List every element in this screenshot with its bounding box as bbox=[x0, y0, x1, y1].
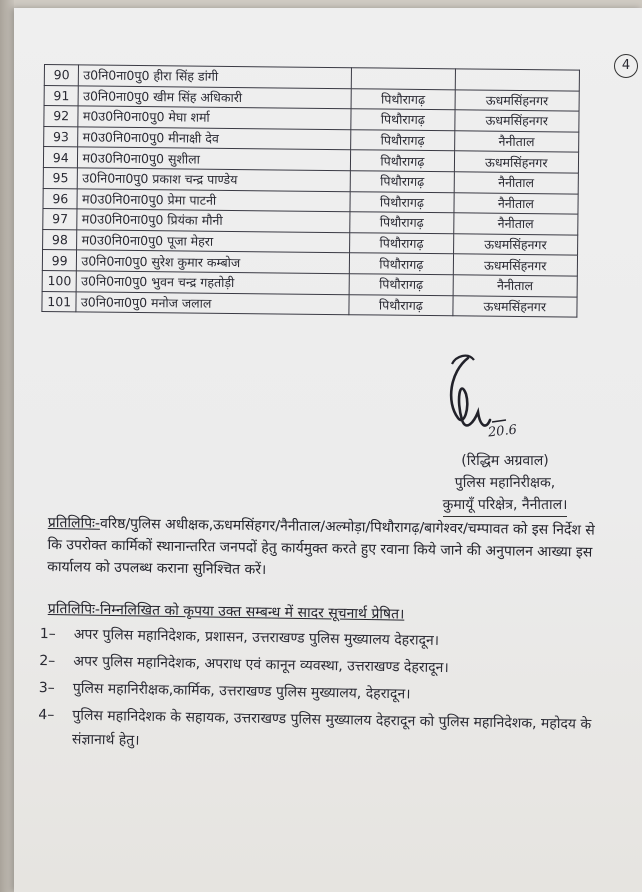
to-district-cell: ऊधमसिंहनगर bbox=[453, 295, 578, 317]
to-district-cell: नैनीताल bbox=[454, 131, 579, 153]
to-district-cell bbox=[455, 69, 580, 91]
to-district-cell: ऊधमसिंहनगर bbox=[454, 151, 579, 173]
from-district-cell bbox=[351, 68, 455, 90]
to-district-cell: नैनीताल bbox=[453, 213, 578, 235]
from-district-cell: पिथौरागढ़ bbox=[349, 294, 453, 316]
serial-number-cell: 98 bbox=[43, 229, 78, 250]
to-district-cell: नैनीताल bbox=[454, 192, 579, 214]
officer-name-cell: उ0नि0ना0पु0 भुवन चन्द्र गहतोड़ी bbox=[77, 271, 350, 294]
officer-name-cell: उ0नि0ना0पु0 खीम सिंह अधिकारी bbox=[79, 85, 352, 108]
list-item-number: 3– bbox=[38, 679, 55, 697]
list-item bbox=[38, 703, 609, 761]
to-district-cell: ऊधमसिंहनगर bbox=[454, 110, 579, 132]
officer-name-cell: उ0नि0ना0पु0 मनोज जलाल bbox=[76, 291, 349, 314]
distribution-list bbox=[38, 622, 610, 764]
signature-date: 20.6 bbox=[487, 422, 518, 441]
list-item-number: 4– bbox=[38, 706, 55, 724]
officer-name-cell: म0उ0नि0ना0पु0 सुशीला bbox=[78, 147, 351, 170]
officer-name-cell: म0उ0नि0ना0पु0 पूजा मेहरा bbox=[77, 230, 350, 253]
to-district-cell: नैनीताल bbox=[453, 275, 578, 297]
serial-number-cell: 100 bbox=[42, 270, 77, 291]
to-district-cell: ऊधमसिंहनगर bbox=[453, 254, 578, 276]
to-district-cell: नैनीताल bbox=[454, 172, 579, 194]
serial-number-cell: 97 bbox=[43, 209, 78, 230]
serial-number-cell: 96 bbox=[43, 188, 78, 209]
list-item-text: पुलिस महानिदेशक के सहायक, उत्तराखण्ड पुलिस मुख्यालय देहरादून को पुलिस महानिदेशक, महोदय के संज्ञानार्थ हेतु। bbox=[71, 707, 592, 749]
serial-number-cell: 99 bbox=[42, 250, 77, 271]
officer-name-cell: म0उ0नि0ना0पु0 मेघा शर्मा bbox=[78, 106, 351, 129]
signatory-name: (रिद्धिम अग्रवाल) bbox=[461, 453, 549, 469]
officer-name-cell: म0उ0नि0ना0पु0 प्रेमा पाटनी bbox=[77, 188, 350, 211]
copy1-body: वरिष्ठ/पुलिस अधीक्षक,ऊधमसिंहगर/नैनीताल/अल्मोड़ा/पिथौरागढ़/बागेश्वर/चम्पावत को इस निर्देश से कि उपरोक्त कार्मिकों स्थानान्तरित जनपदों हेतु कार्यमुक्त करते हुए रवाना किये जाने की अनुपालन आख्या इस कार्यालय को उपलब्ध कराना सुनिश्चित करें। bbox=[47, 515, 595, 579]
transfer-table bbox=[41, 64, 580, 318]
page-number-badge: 4 bbox=[614, 54, 638, 78]
serial-number-cell: 95 bbox=[43, 167, 78, 188]
from-district-cell: पिथौरागढ़ bbox=[351, 109, 455, 131]
from-district-cell: पिथौरागढ़ bbox=[351, 150, 455, 172]
from-district-cell: पिथौरागढ़ bbox=[350, 171, 454, 193]
copy1-label: प्रतिलिपिः- bbox=[47, 514, 101, 532]
from-district-cell: पिथौरागढ़ bbox=[350, 253, 454, 275]
serial-number-cell: 90 bbox=[44, 65, 79, 86]
serial-number-cell: 91 bbox=[44, 85, 79, 106]
list-item-text: अपर पुलिस महानिदेशक, अपराध एवं कानून व्यवस्था, उत्तराखण्ड देहरादून। bbox=[73, 653, 449, 677]
list-item-text: अपर पुलिस महानिदेशक, प्रशासन, उत्तराखण्ड पुलिस मुख्यालय देहरादून। bbox=[73, 626, 440, 649]
list-item-text: पुलिस महानिरीक्षक,कार्मिक, उत्तराखण्ड पुलिस मुख्यालय, देहरादून। bbox=[72, 680, 411, 703]
signatory-office: कुमायूँ परिक्षेत्र, नैनीताल। bbox=[443, 494, 568, 517]
to-district-cell: ऊधमसिंहनगर bbox=[453, 234, 578, 256]
list-item-number: 1– bbox=[39, 625, 56, 643]
signatory-designation: पुलिस महानिरीक्षक, bbox=[454, 475, 556, 491]
copy-paragraph-1 bbox=[47, 512, 608, 586]
from-district-cell: पिथौरागढ़ bbox=[350, 212, 454, 234]
serial-number-cell: 101 bbox=[42, 291, 77, 312]
copy2-label: प्रतिलिपिः-निम्नलिखित को कृपया उक्त सम्बन्ध में सादर सूचनार्थ प्रेषित। bbox=[47, 600, 405, 623]
to-district-cell: ऊधमसिंहनगर bbox=[455, 89, 580, 111]
officer-name-cell: उ0नि0ना0पु0 सुरेश कुमार कम्बोज bbox=[77, 250, 350, 273]
list-item-number: 2– bbox=[39, 652, 56, 670]
officer-name-cell: उ0नि0ना0पु0 प्रकाश चन्द्र पाण्डेय bbox=[78, 168, 351, 191]
officer-name-cell: उ0नि0ना0पु0 हीरा सिंह डांगी bbox=[79, 65, 352, 88]
page-left-edge bbox=[0, 0, 14, 892]
from-district-cell: पिथौरागढ़ bbox=[349, 274, 453, 296]
from-district-cell: पिथौरागढ़ bbox=[351, 88, 455, 110]
from-district-cell: पिथौरागढ़ bbox=[350, 191, 454, 213]
serial-number-cell: 93 bbox=[44, 126, 79, 147]
from-district-cell: पिथौरागढ़ bbox=[350, 232, 454, 254]
serial-number-cell: 94 bbox=[43, 147, 78, 168]
from-district-cell: पिथौरागढ़ bbox=[351, 129, 455, 151]
officer-name-cell: म0उ0नि0ना0पु0 मीनाक्षी देव bbox=[78, 127, 351, 150]
officer-name-cell: म0उ0नि0ना0पु0 प्रियंका मौनी bbox=[77, 209, 350, 232]
serial-number-cell: 92 bbox=[44, 106, 79, 127]
signatory-block bbox=[390, 450, 620, 517]
